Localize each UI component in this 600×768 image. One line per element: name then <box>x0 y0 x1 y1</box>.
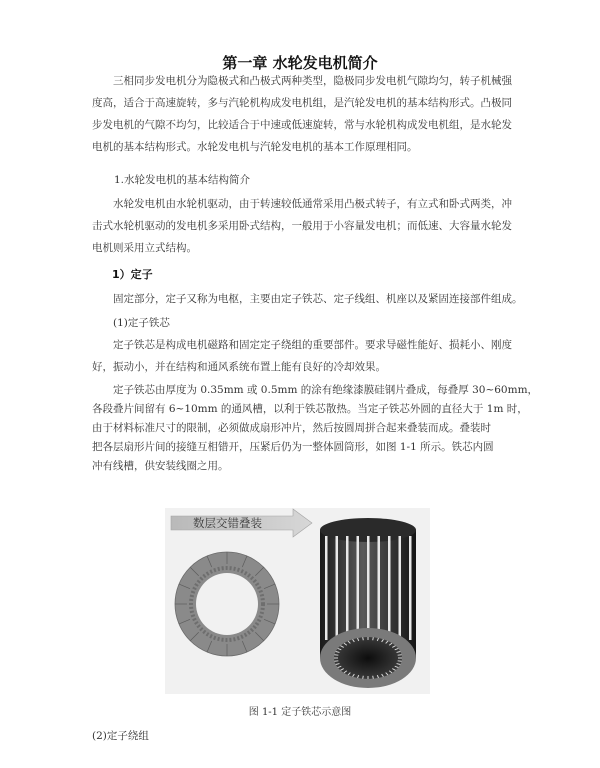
ventilation-slot <box>409 536 412 640</box>
section-1-paragraph: 水轮发电机由水轮机驱动，由于转速较低通常采用凸极式转子，有立式和卧式两类，冲击式水轮机驱动的发电机多采用卧式结构，一般用于小容量发电机；而低速、大容量水轮发电机则采用立式结构。 <box>92 198 512 254</box>
core-slot-tooth <box>373 676 374 679</box>
stator-core-figure <box>165 508 430 694</box>
lamination-ring <box>175 552 279 656</box>
ventilation-slot <box>378 536 381 640</box>
core-line-1: 定子铁芯由厚度为 0.35mm 或 0.5mm 的涂有绝缘漆膜硅钢片叠成，每叠厚 30~60mm， <box>113 384 539 396</box>
core-subheading: (1)定子铁芯 <box>113 317 170 329</box>
core-line-4: 把各层扇形片间的接缝互相错开，压紧后仍为一整体圆筒形，如图 1-1 所示。铁芯内圆 <box>92 441 494 453</box>
ventilation-slot <box>336 536 339 640</box>
ventilation-slot <box>367 536 370 640</box>
ventilation-slot <box>346 536 349 640</box>
core-line-3: 由于材料标准尺寸的限制，必须做成扇形冲片，然后按圆周拼合起来叠装而成。叠装时 <box>92 422 491 434</box>
chapter-title: 第一章 水轮发电机简介 <box>222 54 378 72</box>
ventilation-slot <box>399 536 402 640</box>
ventilation-slot <box>388 536 391 640</box>
core-slot-tooth <box>363 637 364 640</box>
core-slot-tooth <box>363 676 364 679</box>
ventilation-slot <box>357 536 360 640</box>
arrow-label: 数层交错叠装 <box>193 516 262 530</box>
core-line-2: 各段叠片间留有 6~10mm 的通风槽，以利于铁芯散热。当定子铁芯外圆的直径大于 1m 时， <box>92 403 528 415</box>
section-1-title: 1.水轮发电机的基本结构简介 <box>114 174 251 186</box>
core-line-5: 冲有线槽，供安装线圈之用。 <box>92 460 229 472</box>
stator-heading: 1）定子 <box>112 268 153 281</box>
stator-core-illustration <box>165 508 430 694</box>
stator-paragraph: 固定部分，定子又称为电枢，主要由定子铁芯、定子线组、机座以及紧固连接部件组成。 <box>113 293 523 305</box>
ventilation-slot <box>325 536 328 640</box>
figure-caption: 图 1-1 定子铁芯示意图 <box>248 707 352 718</box>
stacked-core-cylinder <box>320 518 416 688</box>
core-paragraph-1: 定子铁芯是构成电机磁路和固定定子绕组的重要部件。要求导磁性能好、损耗小、刚度好，振动小，并在结构和通风系统布置上能有良好的冷却效果。 <box>92 339 512 373</box>
intro-paragraph: 三相同步发电机分为隐极式和凸极式两种类型，隐极同步发电机气隙均匀，转子机械强度高，适合于高速旋转，多与汽轮机构成发电机组，是汽轮发电机的基本结构形式。凸极同步发电机的气隙不均匀，比较适合于中速或低速旋转，常与水轮机构成发电机组，是水轮发电机的基本结构形式。水轮发电机与汽轮发电机的基本工作原理相同。 <box>92 75 512 153</box>
core-slot-tooth <box>373 637 374 640</box>
winding-subheading: (2)定子绕组 <box>92 730 149 742</box>
